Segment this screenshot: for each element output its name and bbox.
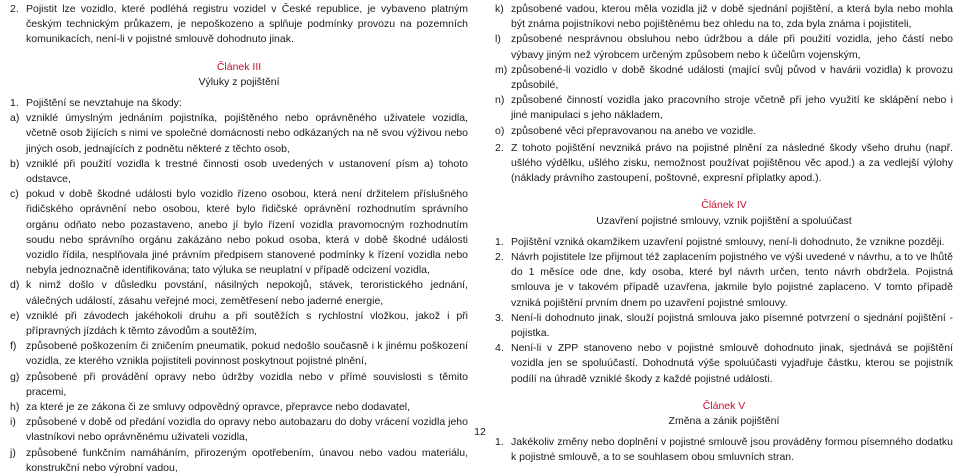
numbered-item <box>495 250 953 311</box>
numbered-item <box>495 311 953 341</box>
list-item <box>495 124 953 139</box>
article-iv-subheading: Uzavření pojistné smlouvy, vznik pojištění a spoluúčast <box>596 214 852 227</box>
exclusions-paragraph <box>10 96 468 111</box>
list-item <box>10 187 468 278</box>
page-number: 12 <box>474 426 486 438</box>
numbered-item-label: 4. <box>495 342 504 355</box>
consequential-damages-paragraph <box>495 141 953 187</box>
list-item-label: b) <box>10 157 20 170</box>
exclusions-lead: Pojištění se nevztahuje na škody: <box>26 97 182 110</box>
intro-paragraph <box>10 2 468 48</box>
list-item <box>495 32 953 62</box>
list-item-label: j) <box>10 446 16 459</box>
exclusions-number: 1. <box>10 97 19 110</box>
intro-number: 2. <box>10 3 19 15</box>
paragraph-number: 1. <box>495 436 504 449</box>
numbered-item-label: 1. <box>495 235 504 248</box>
list-item-label: o) <box>495 124 505 137</box>
right-column <box>495 2 953 466</box>
numbered-item-text: Pojištění vzniká okamžikem uzavření pojistné smlouvy, není-li dohodnuto, že vznikne později. <box>511 235 945 248</box>
left-column <box>10 2 468 476</box>
list-item-text: způsobené nesprávnou obsluhou nebo údržbou a dále při použití vozidla, jeho částí nebo výbavy jiným než výrobcem určeným způsobem nebo k účelům vojenským, <box>511 33 953 61</box>
list-item-label: c) <box>10 188 19 201</box>
list-item-text: za které je ze zákona či ze smluvy odpovědný opravce, přepravce nebo dodavatel, <box>26 401 411 414</box>
list-item <box>10 446 468 476</box>
list-item <box>10 370 468 400</box>
article-iv-list <box>495 235 953 387</box>
list-item-label: i) <box>10 416 16 429</box>
list-item-label: e) <box>10 309 20 322</box>
numbered-item-text: Není-li dohodnuto jinak, slouží pojistná smlouva jako písemné potvrzení o sjednání pojištění - pojistka. <box>511 311 953 340</box>
article-iii-subheading: Výluky z pojištění <box>198 75 280 88</box>
numbered-item-text: Není-li v ZPP stanoveno nebo v pojistné smlouvě dohodnuto jinak, sjednává se pojištění vozidla jen se spoluúčastí. Dohodnutá výše spoluúčasti vyjadřuje částku, kterou se pojistník podílí na úhradě vzniklé škody z každé pojistné události. <box>511 342 953 385</box>
article-iii-heading: Článek III <box>216 60 262 73</box>
paragraph-number: 2. <box>495 141 504 154</box>
paragraph-text: Jakékoliv změny nebo doplnění v pojistné smlouvě jsou prováděny formou písemného dodatku k pojistné smlouvě, a to se souhlasem obou smluvních stran. <box>511 436 953 464</box>
list-item <box>10 111 468 157</box>
list-item <box>495 2 953 32</box>
intro-text: Pojistit lze vozidlo, které podléhá registru vozidel v České republice, je vybaveno platným českým technickým průkazem, je nepoškozeno a splňuje podmínky provozu na pozemních komunikacích, není-li v pojistné smlouvě dohodnuto jinak. <box>26 3 468 46</box>
numbered-item <box>495 235 953 250</box>
list-item <box>10 339 468 369</box>
numbered-item-label: 3. <box>495 311 504 324</box>
numbered-item <box>495 341 953 387</box>
list-item-text: k nimž došlo v důsledku povstání, násilných nepokojů, stávek, teroristického jednání, válečných událostí, zásahu veřejné moci, zemětřesení nebo jaderné energie, <box>26 279 468 307</box>
list-item-text: vzniklé při použití vozidla k trestné činnosti osob uvedených v ustanovení písm a) tohoto odstavce, <box>26 157 468 186</box>
list-item <box>495 63 953 93</box>
article-v-subheading: Změna a zánik pojištění <box>668 415 780 428</box>
list-item-label: n) <box>495 94 505 107</box>
article-iv-heading: Článek IV <box>701 199 747 212</box>
list-item <box>10 415 468 445</box>
list-item-text: způsobené poškozením či zničením pneumatik, pokud nedošlo současně i k jinému poškození vozidla, ze kterého vznikla pojistiteli povinnost poskytnout pojistné plnění, <box>26 340 468 368</box>
list-item-text: způsobené vadou, kterou měla vozidla již v době sjednání pojištění, a která byla nebo mohla být známa pojistníkovi nebo pojištěnému bez ohledu na to, zda byla známa i pojistiteli, <box>511 3 953 31</box>
list-item-text: způsobené v době od předání vozidla do opravy nebo autobazaru do doby vrácení vozidla jeho vlastníkovi nebo oprávněnému uživateli vozidla, <box>26 416 468 444</box>
list-item <box>10 400 468 415</box>
numbered-item-label: 2. <box>495 251 504 264</box>
list-item <box>495 93 953 123</box>
list-item-label: a) <box>10 112 20 125</box>
list-item-text: vzniklé úmyslným jednáním pojistníka, pojištěného nebo oprávněného uživatele vozidla, včetně osob žijících s nimi ve společné domácnosti nebo odkázaných na ně svou výživou nebo jiných osob, jednajících z podnětu některé z těchto osob, <box>26 112 468 155</box>
list-item-label: g) <box>10 370 20 383</box>
list-item-label: f) <box>10 340 17 353</box>
paragraph-text: Z tohoto pojištění nevzniká právo na pojistné plnění za následné škody všeho druhu (např. ušlého výdělku, ušlého zisku, nemožnost používat pojištěnou věc apod.) a za vedlejší výlohy (náklady právního zastoupení, poštovné, expresní příplatky apod.). <box>511 141 953 185</box>
list-item-label: k) <box>495 3 504 15</box>
list-item-text: vzniklé při závodech jakéhokoli druhu a při soutěžích s rychlostní vložkou, jakož i při přípravných jízdách k těmto závodům a soutěžím, <box>26 309 468 338</box>
list-item-label: m) <box>495 63 508 76</box>
list-item-text: způsobené funkčním namáháním, přirozeným opotřebením, únavou nebo vadou materiálu, konstrukční nebo výrobní vadou, <box>26 446 468 474</box>
list-item-text: pokud v době škodné události bylo vozidlo řízeno osobou, která není držitelem příslušného řidičského oprávnění nebo osobou, které bylo řidičské oprávnění rozhodnutím správního orgánu odňato nebo pozastaveno, anebo jí bylo řízení vozidla pravomocným rozhodnutím soudu nebo správního orgánu zakázáno nebo pokud osoba, která v době škodné události vozidlo řídila, nesplňovala jiné právním předpisem stanovené podmínky k řízení vozidla nebo nebyla jednoznačně identifikována; tato výluka se neuplatní v případě odcizení vozidla, <box>26 188 468 277</box>
list-item <box>10 157 468 187</box>
article-v-heading: Článek V <box>702 399 746 412</box>
list-item <box>10 278 468 308</box>
list-item-text: způsobené činností vozidla jako pracovního stroje včetně při jeho využití ke sklápění nebo i jiné manipulaci s jeho nákladem, <box>511 94 953 122</box>
list-item-label: d) <box>10 279 20 292</box>
list-item-text: způsobené při provádění opravy nebo údržby vozidla nebo v přímé souvislosti s těmito pracemi, <box>26 370 468 398</box>
exclusions-list-left <box>10 111 468 476</box>
list-item <box>10 309 468 339</box>
list-item-text: způsobené věci přepravovanou na anebo ve vozidle. <box>511 124 757 137</box>
list-item-label: h) <box>10 401 20 414</box>
list-item-text: způsobené-li vozidlo v době škodné události (mající svůj původ v havárii vozidla) k provozu způsobilé, <box>511 63 953 92</box>
list-item-label: l) <box>495 33 501 46</box>
numbered-item-text: Návrh pojistitele lze přijmout též zaplacením pojistného ve výši uvedené v návrhu, a to ve lhůtě do 1 měsíce ode dne, kdy osoba, které byl návrh určen, tento návrh obdržela. Pojistná smlouva je v takovém případě uzavřena, jakmile bylo pojistné zaplaceno. V tomto případě vzniká pojištění prvním dnem po uzavření pojistné smlouvy. <box>511 251 953 309</box>
exclusions-list-right <box>495 2 953 139</box>
